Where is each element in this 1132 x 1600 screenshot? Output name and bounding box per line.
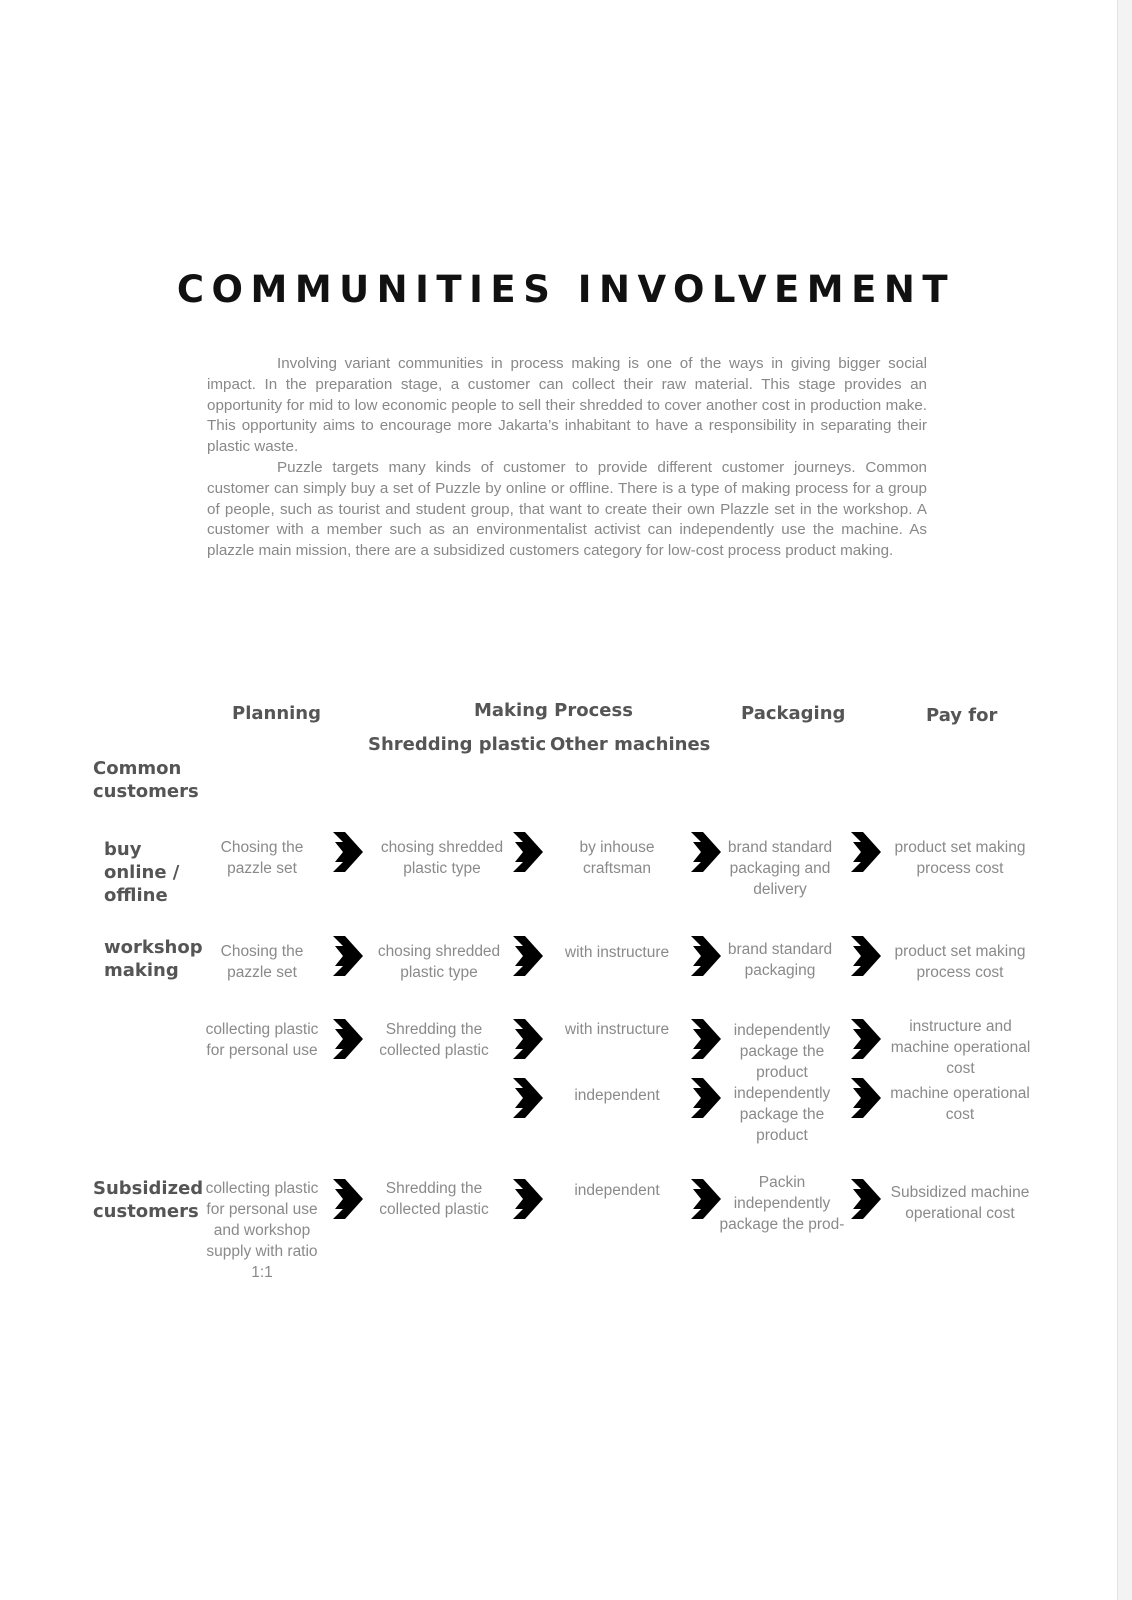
chevron-arrow-icon	[511, 830, 545, 874]
cell-buy-packaging: brand standard packaging and delivery	[727, 839, 833, 898]
chevron-arrow-icon	[511, 1076, 545, 1120]
page-title: COMMUNITIES INVOLVEMENT	[176, 268, 956, 311]
header-packaging: Packaging	[741, 703, 846, 724]
cell-workshop-packaging: brand standard packaging	[727, 941, 833, 979]
cell-subsidized-other-machines: independent	[574, 1182, 660, 1199]
cell-workshop-pay-for: product set making process cost	[894, 943, 1026, 981]
cell-buy-shredding: chosing shredded plastic type	[380, 839, 504, 877]
cell-subsidized-planning: collecting plastic for personal use and workshop supply with ratio 1:1	[205, 1180, 319, 1281]
intro-text	[207, 354, 927, 562]
cell-independent-packaging: independently package the product	[733, 1085, 831, 1144]
chevron-arrow-icon	[511, 1177, 545, 1221]
row-label-workshop-making: workshop making	[104, 937, 203, 981]
chevron-arrow-icon	[331, 1177, 365, 1221]
chevron-arrow-icon	[331, 934, 365, 978]
row-label-common-customers: Common customers	[93, 758, 199, 802]
cell-buy-planning: Chosing the pazzle set	[220, 839, 304, 877]
chevron-arrow-icon	[849, 830, 883, 874]
header-planning: Planning	[232, 703, 322, 724]
cell-workshop-shredding: chosing shredded plastic type	[377, 943, 501, 981]
cell-independent-other-machines: independent	[574, 1087, 660, 1104]
cell-member-pay-for: instructure and machine operational cost	[890, 1018, 1031, 1077]
chevron-arrow-icon	[689, 934, 723, 978]
row-label-buy-online-offline: buy online / offline	[104, 839, 180, 906]
chevron-arrow-icon	[331, 830, 365, 874]
cell-subsidized-packaging: Packin independently package the prod-	[719, 1174, 845, 1233]
cell-subsidized-shredding: Shredding the collected plastic	[379, 1180, 489, 1218]
cell-member-packaging: independently package the product	[733, 1022, 831, 1081]
chevron-arrow-icon	[331, 1017, 365, 1061]
cell-workshop-planning: Chosing the pazzle set	[220, 943, 304, 981]
chevron-arrow-icon	[849, 934, 883, 978]
header-pay-for: Pay for	[926, 705, 998, 726]
cell-buy-other-machines: by inhouse craftsman	[579, 839, 655, 877]
cell-independent-pay-for: machine operational cost	[890, 1085, 1030, 1123]
intro-paragraph-1: Involving variant communities in process making is one of the ways in giving bigger social impact. In the preparation stage, a customer can collect their raw material. This stage provides an opportunity for mid to low economic people to sell their shredded to cover another cost in production make. This opportunity aims to encourage more Jakarta’s inhabitant to have a responsibility in separating their plastic waste.	[207, 355, 927, 456]
chevron-arrow-icon	[849, 1177, 883, 1221]
cell-subsidized-pay-for: Subsidized machine operational cost	[890, 1184, 1030, 1222]
header-making-process: Making Process	[474, 700, 633, 721]
cell-workshop-other-machines: with instructure	[564, 944, 670, 961]
chevron-arrow-icon	[849, 1017, 883, 1061]
chevron-arrow-icon	[689, 1076, 723, 1120]
chevron-arrow-icon	[689, 1017, 723, 1061]
chevron-arrow-icon	[511, 1017, 545, 1061]
row-label-subsidized-customers: Subsidized customers	[93, 1178, 204, 1222]
cell-member-other-machines: with instructure	[564, 1021, 670, 1038]
chevron-arrow-icon	[689, 1177, 723, 1221]
cell-member-planning: collecting plastic for personal use	[205, 1021, 319, 1059]
header-other-machines: Other machines	[550, 734, 711, 755]
intro-paragraph-2: Puzzle targets many kinds of customer to provide different customer journeys. Common customer can simply buy a set of Puzzle by online or offline. There is a type of making process for a group of people, such as tourist and student group, that want to create their own Plazzle set in the workshop. A customer with a member such as an environmentalist activist can independently use the machine. As plazzle main mission, there are a subsidized customers category for low-cost process product making.	[207, 458, 927, 560]
cell-buy-pay-for: product set making process cost	[894, 839, 1026, 877]
chevron-arrow-icon	[849, 1076, 883, 1120]
page-edge	[1117, 0, 1132, 1600]
header-shredding-plastic: Shredding plastic	[368, 734, 547, 755]
chevron-arrow-icon	[689, 830, 723, 874]
cell-member-shredding: Shredding the collected plastic	[379, 1021, 489, 1059]
chevron-arrow-icon	[511, 934, 545, 978]
